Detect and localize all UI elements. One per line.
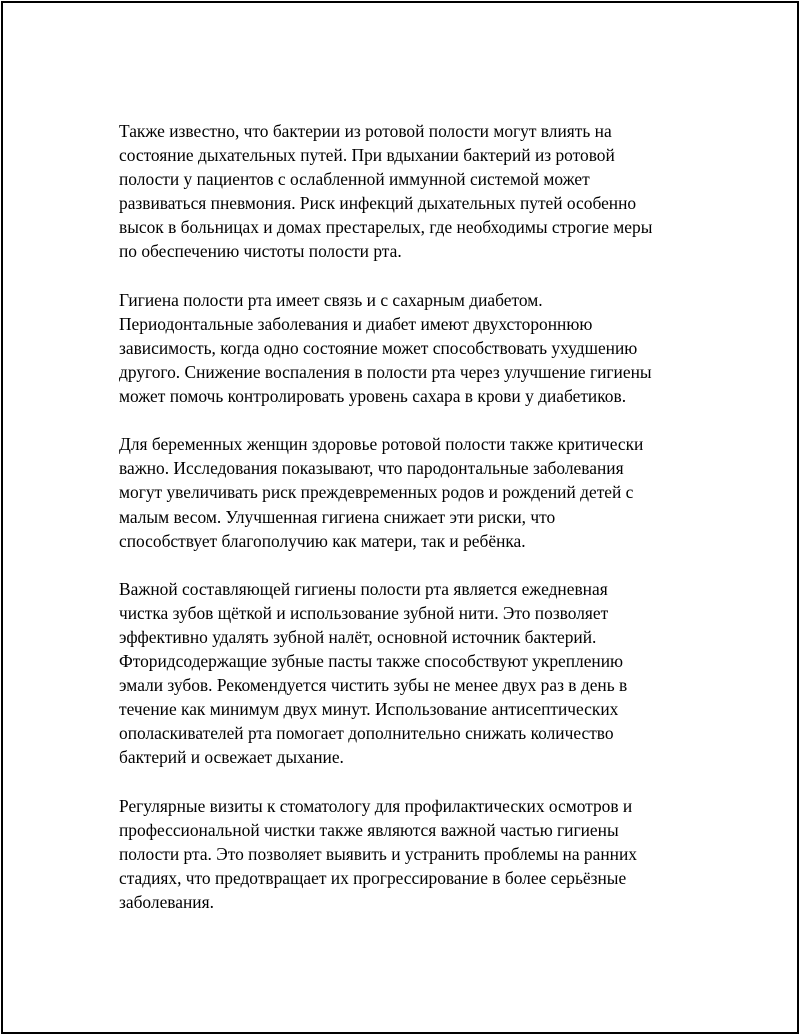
text-line: чистка зубов щёткой и использование зубной нити. Это позволяет — [119, 602, 609, 623]
document-body — [119, 119, 691, 938]
text-line: зависимость, когда одно состояние может способствовать ухудшению — [119, 337, 638, 358]
text-line: способствует благополучию как матери, так и ребёнка. — [119, 530, 526, 551]
text-line: высок в больницах и домах престарелых, где необходимы строгие меры — [119, 217, 653, 238]
text-line: полости рта. Это позволяет выявить и устранить проблемы на ранних — [119, 843, 637, 864]
text-line: Регулярные визиты к стоматологу для профилактических осмотров и — [119, 795, 633, 816]
text-line: Периодонтальные заболевания и диабет имеют двухстороннюю — [119, 313, 593, 334]
text-line: Фторидсодержащие зубные пасты также способствуют укреплению — [119, 651, 624, 672]
text-line: может помочь контролировать уровень сахара в крови у диабетиков. — [119, 386, 627, 407]
text-line: развиваться пневмония. Риск инфекций дыхательных путей особенно — [119, 193, 637, 214]
text-line: другого. Снижение воспаления в полости рта через улучшение гигиены — [119, 361, 652, 382]
text-line: ополаскивателей рта помогает дополнительно снижать количество — [119, 723, 614, 744]
text-line: важно. Исследования показывают, что пародонтальные заболевания — [119, 458, 624, 479]
text-line: Для беременных женщин здоровье ротовой полости также критически — [119, 434, 644, 455]
paragraph-diabetes — [119, 288, 691, 408]
text-line: бактерий и освежает дыхание. — [119, 747, 344, 768]
text-line: заболевания. — [119, 892, 214, 912]
text-line: стадиях, что предотвращает их прогрессирование в более серьёзные — [119, 867, 627, 888]
paragraph-daily-care — [119, 577, 691, 770]
text-line: Также известно, что бактерии из ротовой полости могут влиять на — [119, 121, 612, 141]
text-line: эмали зубов. Рекомендуется чистить зубы не менее двух раз в день в — [119, 675, 628, 696]
text-line: течение как минимум двух минут. Использование антисептических — [119, 699, 619, 720]
text-line: Важной составляющей гигиены полости рта является ежедневная — [119, 578, 608, 599]
text-line: полости у пациентов с ослабленной иммунной системой может — [119, 169, 590, 190]
text-line: профессиональной чистки также являются важной частью гигиены — [119, 819, 619, 840]
text-line: могут увеличивать риск преждевременных родов и рождений детей с — [119, 482, 634, 503]
paragraph-dentist-visits — [119, 794, 691, 914]
document-page — [1, 1, 799, 1034]
text-line: по обеспечению чистоты полости рта. — [119, 241, 402, 262]
text-line: состояние дыхательных путей. При вдыхании бактерий из ротовой — [119, 145, 615, 166]
paragraph-pregnancy — [119, 432, 691, 552]
paragraph-respiratory — [119, 119, 691, 264]
text-line: Гигиена полости рта имеет связь и с сахарным диабетом. — [119, 289, 543, 310]
text-line: малым весом. Улучшенная гигиена снижает эти риски, что — [119, 506, 556, 527]
text-line: эффективно удалять зубной налёт, основной источник бактерий. — [119, 626, 597, 647]
